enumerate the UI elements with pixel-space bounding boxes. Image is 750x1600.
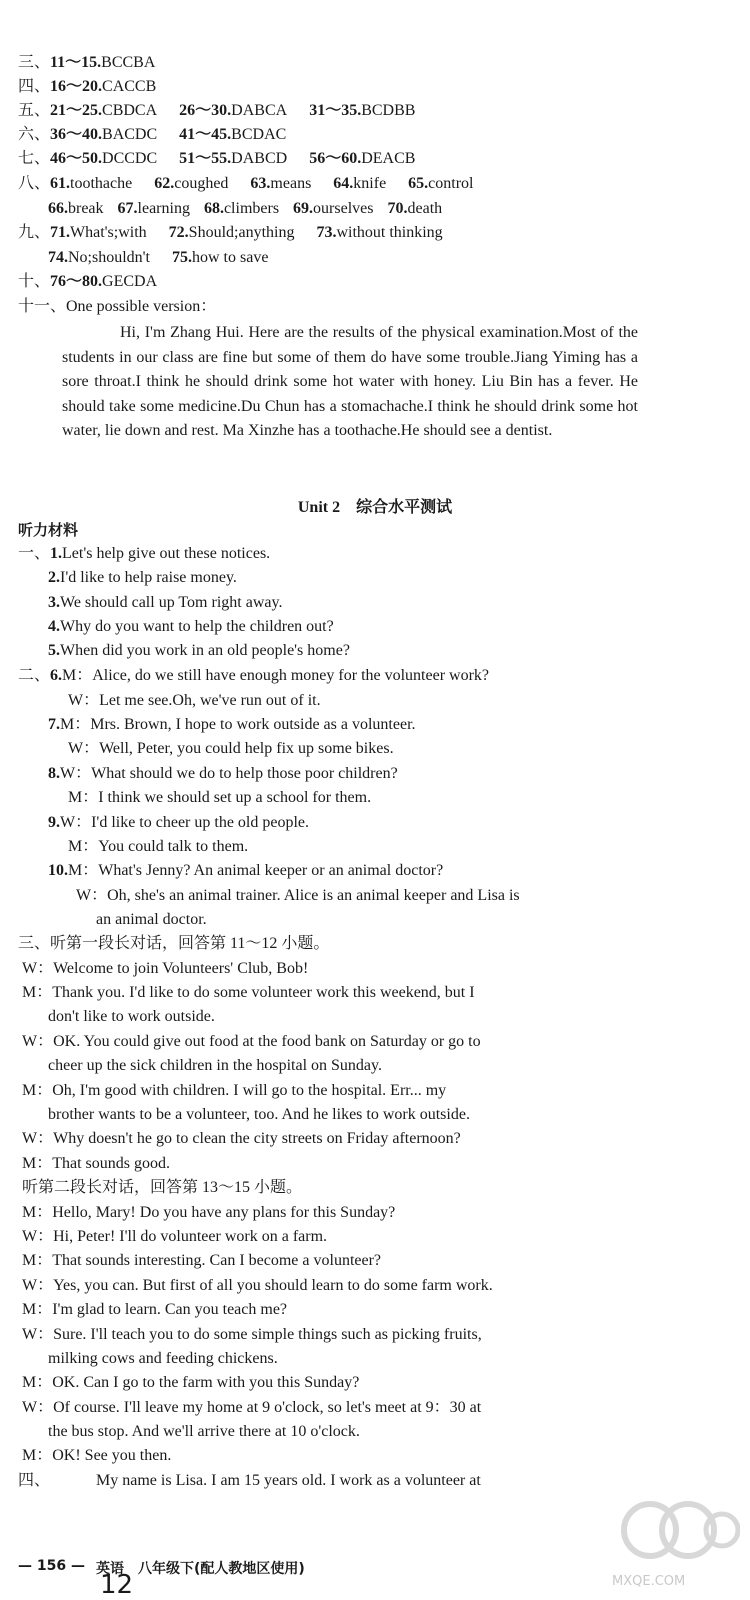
answer-line-sec7: 七、46～50.DCCDC 51～55.DABCD 56～60.DEACB: [18, 150, 416, 167]
answer-line-sec9-row1: 九、71.What's;with 72.Should;anything 73.without thinking: [18, 224, 443, 241]
answer-line-sec6: 六、36～40.BACDC 41～45.BCDAC: [18, 126, 287, 143]
conversation-1-line: don't like to work outside.: [48, 1008, 215, 1025]
dialog-6-line-2: W：Let me see.Oh, we've run out of it.: [68, 692, 321, 709]
conversation-1-line: W：Why doesn't he go to clean the city streets on Friday afternoon?: [22, 1130, 461, 1147]
conversation-2-line: the bus stop. And we'll arrive there at 10 o'clock.: [48, 1423, 360, 1440]
conversation-2-line: M：OK! See you then.: [22, 1447, 172, 1464]
answer-line-sec11: 十一、One possible version：: [18, 298, 217, 315]
conversation-2-line: W：Sure. I'll teach you to do some simple things such as picking fruits,: [22, 1326, 482, 1343]
dialog-7-line-1: 7.M：Mrs. Brown, I hope to work outside as a volunteer.: [48, 716, 416, 733]
conversation-1-line: cheer up the sick children in the hospital on Sunday.: [48, 1057, 382, 1074]
answer-line-sec9-row2: 74.No;shouldn't 75.how to save: [48, 249, 269, 266]
listening-item-3: 3.We should call up Tom right away.: [48, 594, 283, 611]
sample-essay: Hi, I'm Zhang Hui. Here are the results of the physical examination.Most of the students in our class are fine but some of them do have some trouble.Jiang Yiming has a sore throat.I think he should drink some hot water with honey. Liu Bin has a fever. He should take some medicine.Du Chun has a stomachache.I think he should drink some hot water, lie down and rest. Ma Xinzhe has a toothache.He should see a dentist.: [62, 324, 638, 439]
conversation-2-line: W：Hi, Peter! I'll do volunteer work on a farm.: [22, 1228, 328, 1245]
unit-title: Unit 2 综合水平测试: [297, 499, 453, 516]
dialog-6-line-1: 二、6.M：Alice, do we still have enough money for the volunteer work?: [18, 667, 490, 684]
conversation-1-intro: 三、听第一段长对话，回答第 11～12 小题。: [18, 935, 330, 952]
listening-item-1: 一、1.Let's help give out these notices.: [18, 545, 271, 562]
book-title: 英语 八年级下(配人教地区使用): [96, 1561, 305, 1577]
answer-line-sec8-row2: 66.break 67.learning 68.climbers 69.ourselves 70.death: [48, 200, 443, 217]
dialog-8-line-1: 8.W：What should we do to help those poor children?: [48, 765, 398, 782]
dialog-8-line-2: M：I think we should set up a school for them.: [68, 789, 372, 806]
dialog-10-line-1: 10.M：What's Jenny? An animal keeper or an animal doctor?: [48, 862, 444, 879]
dialog-7-line-2: W：Well, Peter, you could help fix up some bikes.: [68, 740, 394, 757]
conversation-2-line: M：I'm glad to learn. Can you teach me?: [22, 1301, 288, 1318]
dialog-9-line-1: 9.W：I'd like to cheer up the old people.: [48, 814, 310, 831]
conversation-1-line: W：OK. You could give out food at the food bank on Saturday or go to: [22, 1033, 481, 1050]
listening-item-2: 2.I'd like to help raise money.: [48, 569, 237, 586]
answer-line-sec10: 十、76～80.GECDA: [18, 273, 158, 290]
listening-item-4: 4.Why do you want to help the children out?: [48, 618, 334, 635]
conversation-2-intro: 听第二段长对话，回答第 13～15 小题。: [22, 1179, 303, 1196]
conversation-1-line: W：Welcome to join Volunteers' Club, Bob!: [22, 960, 309, 977]
conversation-1-line: M：Oh, I'm good with children. I will go to the hospital. Err... my: [22, 1082, 447, 1099]
page-number: — 156 —: [18, 1558, 85, 1574]
handwritten-mark: 12: [100, 1570, 134, 1600]
listening-header: 听力材料: [18, 521, 79, 539]
watermark-url: MXQE.COM: [612, 1574, 686, 1589]
conversation-2-line: W：Yes, you can. But first of all you should learn to do some farm work.: [22, 1277, 493, 1294]
conversation-1-line: M：That sounds good.: [22, 1155, 171, 1172]
answer-line-sec8-row1: 八、61.toothache 62.coughed 63.means 64.knife 65.control: [18, 175, 474, 192]
conversation-2-line: M：That sounds interesting. Can I become a volunteer?: [22, 1252, 382, 1269]
listening-item-5: 5.When did you work in an old people's home?: [48, 642, 350, 659]
answer-line-sec5: 五、21～25.CBDCA 26～30.DABCA 31～35.BCDBB: [18, 102, 416, 119]
answer-line-sec3: 三、11～15.BCCBA: [18, 54, 156, 71]
conversation-2-line: M：Hello, Mary! Do you have any plans for this Sunday?: [22, 1204, 396, 1221]
dialog-10-line-2: W：Oh, she's an animal trainer. Alice is an animal keeper and Lisa is: [76, 887, 520, 904]
conversation-1-line: M：Thank you. I'd like to do some volunteer work this weekend, but I: [22, 984, 475, 1001]
conversation-2-line: W：Of course. I'll leave my home at 9 o'clock, so let's meet at 9：30 at: [22, 1399, 482, 1416]
answer-line-sec4: 四、16～20.CACCB: [18, 78, 157, 95]
section-4-line: 四、 My name is Lisa. I am 15 years old. I work as a volunteer at: [18, 1472, 481, 1489]
dialog-10-line-3: an animal doctor.: [96, 911, 207, 928]
conversation-2-line: M：OK. Can I go to the farm with you this Sunday?: [22, 1374, 360, 1391]
conversation-1-line: brother wants to be a volunteer, too. And he likes to work outside.: [48, 1106, 470, 1123]
conversation-2-line: milking cows and feeding chickens.: [48, 1350, 278, 1367]
dialog-9-line-2: M：You could talk to them.: [68, 838, 249, 855]
